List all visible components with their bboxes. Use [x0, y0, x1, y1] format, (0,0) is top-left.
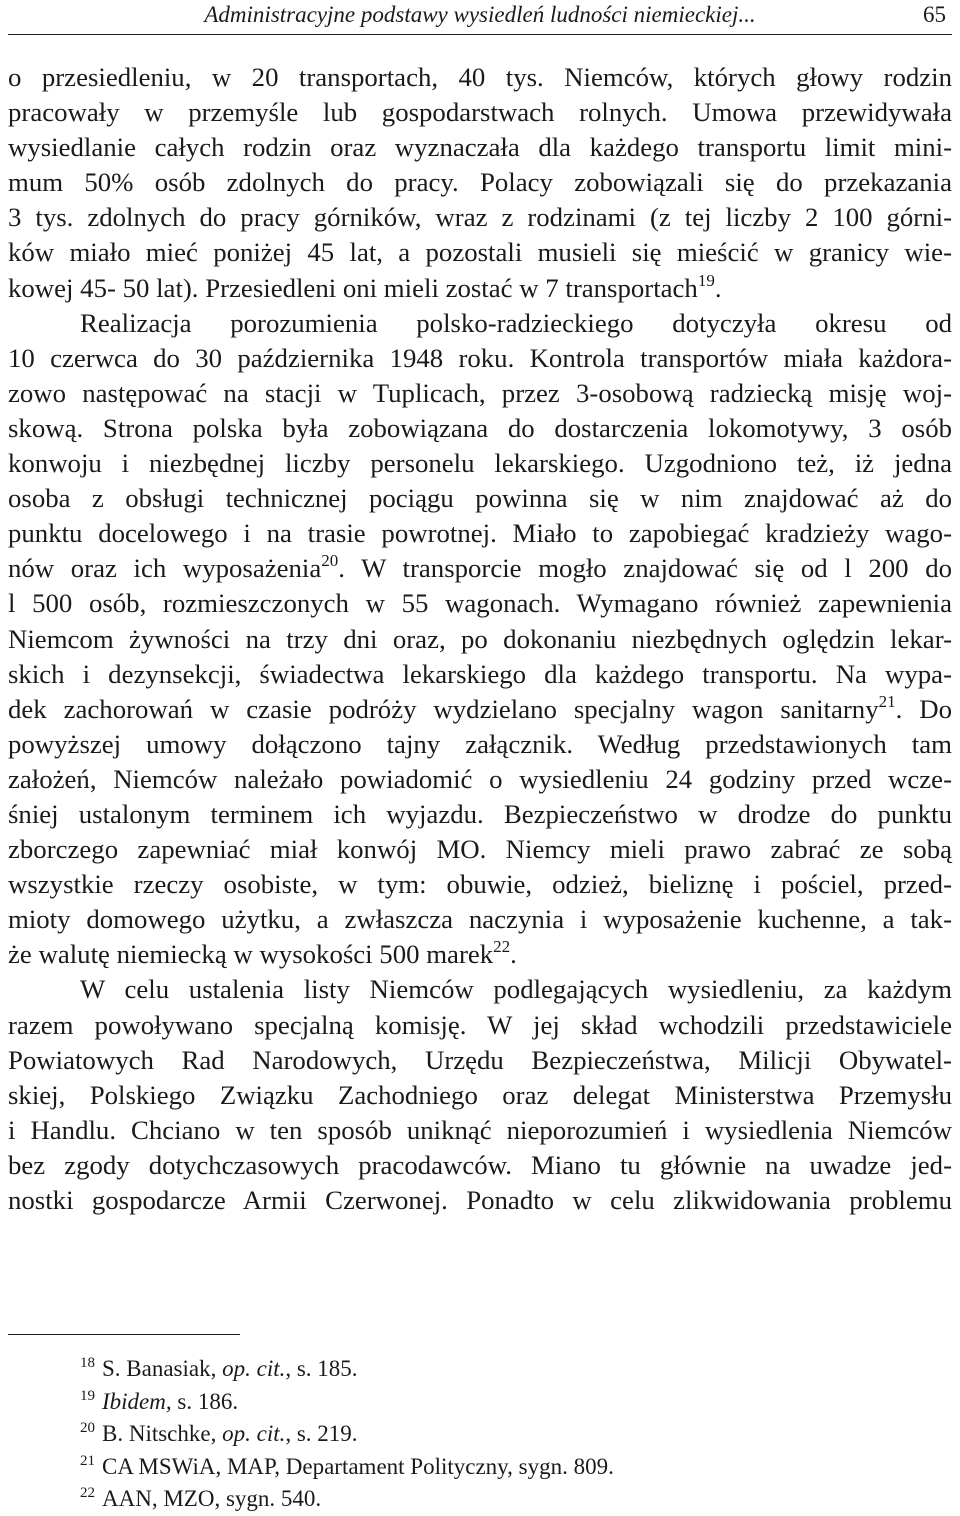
text-segment: . Do	[895, 693, 952, 724]
text-line: konwoju i niezbędnej liczby personelu lekarskiego. Uzgodniono też, iż jedna	[8, 448, 952, 479]
text-line: wysiedlanie całych rodzin oraz wyznaczała dla każdego transportu limit mini-	[8, 132, 952, 163]
footnote-text: S. Banasiak,	[102, 1356, 223, 1381]
footnote-text: s. 186.	[171, 1388, 239, 1414]
text-line: Powiatowych Rad Narodowych, Urzędu Bezpieczeństwa, Milicji Obywatel-	[8, 1044, 952, 1075]
footnote-italic: op. cit.	[222, 1356, 286, 1381]
text-line: mum 50% osób zdolnych do pracy. Polacy zobowiązali się do przekazania	[8, 167, 952, 198]
page-header	[8, 0, 952, 35]
footnote-ref-20: 20	[321, 551, 339, 571]
footnote-ref-22: 22	[493, 937, 511, 957]
footnote-22	[80, 1483, 950, 1516]
running-title: Administracyjne podstawy wysiedleń ludności niemieckiej...	[204, 2, 756, 27]
footnote-text: B. Nitschke,	[102, 1421, 223, 1446]
text-line: skiej, Polskiego Związku Zachodniego oraz delegat Ministerstwa Przemysłu	[8, 1079, 952, 1110]
footnote-separator	[8, 1334, 240, 1335]
paragraph-3	[8, 972, 952, 1218]
text-line: zowo następować na stacji w Tuplicach, przez 3-osobową radziecką misję woj-	[8, 377, 952, 408]
text-line: Niemcom żywności na trzy dni oraz, po dokonaniu niezbędnych oględzin lekar-	[8, 623, 952, 654]
text-line: zborczego zapewniać miał konwój MO. Niemcy mieli prawo zabrać ze sobą	[8, 834, 952, 865]
text-line: 10 czerwca do 30 października 1948 roku. Kontrola transportów miała każdora-	[8, 342, 952, 373]
footnote-18	[80, 1353, 950, 1386]
paragraph-2	[8, 306, 952, 973]
text-segment: kowej 45- 50 lat). Przesiedleni oni mieli zostać w 7 transportach	[8, 272, 698, 303]
text-line	[8, 937, 952, 972]
text-line: powyższej umowy dołączono tajny załącznik. Według przedstawionych tam	[8, 728, 952, 759]
text-line: skich i dezynsekcji, świadectwa lekarskiego dla każdego transportu. Na wypa-	[8, 658, 952, 689]
text-line: i Handlu. Chciano w ten sposób uniknąć nieporozumień i wysiedlenia Niemców	[8, 1114, 952, 1145]
footnote-21	[80, 1451, 950, 1484]
text-line: nostki gospodarcze Armii Czerwonej. Ponadto w celu zlikwidowania problemu	[8, 1185, 952, 1215]
text-segment: że walutę niemiecką w wysokości 500 marek	[8, 939, 494, 970]
text-line: o przesiedleniu, w 20 transportach, 40 tys. Niemców, których głowy rodzin	[8, 62, 952, 92]
text-line: bez zgody dotychczasowych pracodawców. Miano tu głównie na uwadze jed-	[8, 1149, 952, 1180]
text-line: założeń, Niemców należało powiadomić o wysiedleniu 24 godziny przed wcze-	[8, 763, 952, 794]
text-segment: dek zachorowań w czasie podróży wydzielano specjalny wagon sanitarny	[8, 693, 879, 724]
text-line: razem powoływano specjalną komisję. W jej skład wchodzili przedstawiciele	[8, 1009, 952, 1040]
text-segment: . W transporcie mogło znajdować się od l 200 do	[338, 553, 952, 584]
text-line: osoba z obsługi technicznej pociągu powinna się w nim znajdować aż do	[8, 483, 952, 514]
footnote-number: 18	[80, 1355, 95, 1371]
text-segment: nów oraz ich wyposażenia	[8, 553, 322, 584]
page-number: 65	[923, 2, 946, 27]
footnote-number: 20	[80, 1420, 95, 1436]
text-line: W celu ustalenia listy Niemców podlegających wysiedleniu, za każdym	[80, 974, 952, 1005]
footnote-ref-21: 21	[878, 691, 896, 711]
body-text	[8, 60, 952, 1218]
text-line	[8, 271, 952, 306]
footnotes	[80, 1353, 950, 1516]
footnote-ref-19: 19	[697, 270, 715, 290]
footnote-text: , s. 219.	[285, 1421, 358, 1446]
footnote-italic: Ibidem,	[102, 1388, 172, 1414]
text-line: 3 tys. zdolnych do pracy górników, wraz z rodzinami (z tej liczby 2 100 górni-	[8, 202, 952, 233]
text-segment: .	[510, 939, 517, 970]
footnote-number: 22	[80, 1485, 95, 1501]
footnote-text: , s. 185.	[285, 1356, 358, 1381]
text-line: pracowały w przemyśle lub gospodarstwach rolnych. Umowa przewidywała	[8, 97, 952, 128]
footnote-number: 21	[80, 1452, 95, 1469]
text-line: mioty domowego użytku, a zwłaszcza naczynia i wyposażenie kuchenne, a tak-	[8, 904, 952, 935]
footnote-text: CA MSWiA, MAP, Departament Polityczny, sygn. 809.	[102, 1453, 614, 1479]
text-line: punktu docelowego i na trasie powrotnej. Miało to zapobiegać kradzieży wago-	[8, 518, 952, 549]
footnote-number: 19	[80, 1387, 95, 1404]
footnote-19	[80, 1386, 950, 1419]
text-line: Realizacja porozumienia polsko-radzieckiego dotyczyła okresu od	[80, 307, 952, 338]
text-line: śniej ustalonym terminem ich wyjazdu. Bezpieczeństwo w drodze do punktu	[8, 798, 952, 829]
paragraph-1	[8, 60, 952, 306]
text-line: skową. Strona polska była zobowiązana do dostarczenia lokomotywy, 3 osób	[8, 412, 952, 443]
footnote-text: AAN, MZO, sygn. 540.	[102, 1486, 322, 1511]
text-line	[8, 551, 952, 586]
footnote-20	[80, 1418, 950, 1451]
footnote-italic: op. cit.	[222, 1421, 286, 1446]
text-line: l 500 osób, rozmieszczonych w 55 wagonach. Wymagano również zapewnienia	[8, 588, 952, 619]
text-segment: .	[714, 272, 722, 303]
text-line: ków miało mieć poniżej 45 lat, a pozostali musieli się mieścić w granicy wie-	[8, 237, 952, 268]
text-line	[8, 692, 952, 727]
text-line: wszystkie rzeczy osobiste, w tym: obuwie, odzież, bieliznę i pościel, przed-	[8, 869, 952, 900]
